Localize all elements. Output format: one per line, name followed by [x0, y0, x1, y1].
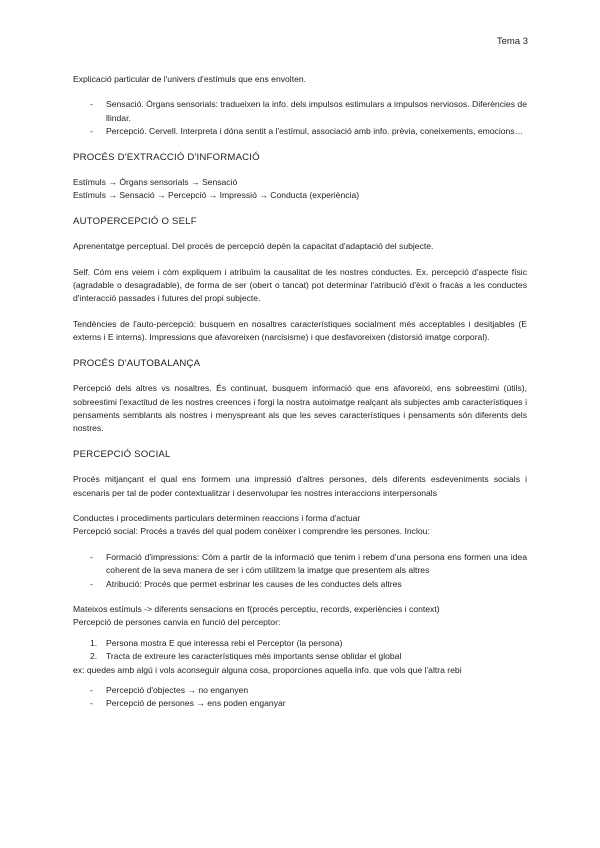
social-perception-list [73, 551, 527, 591]
list-item: - Percepció. Cervell. Interpreta i dóna sentit a l'estímul, associació amb info. prèvia, coneixements, emocions… [90, 126, 524, 137]
paragraph-line: Percepció social: Procés a través del qual podem conèixer i comprendre les persones. Inclou: [73, 526, 430, 537]
list-item: - Sensació. Òrgans sensorials: tradueixen la info. dels impulsos estimulars a impulsos nerviosos. Diferències de llindar. [90, 99, 527, 123]
list-item: 1. Persona mostra E que interessa rebi el Perceptor (la persona) [90, 637, 343, 648]
flow-line: Estímuls → Òrgans sensorials → Sensació [73, 177, 238, 188]
page-header-title: Tema 3 [496, 36, 528, 47]
paragraph: Procés mitjançant el qual ens formem una impressió d'altres persones, dels diferents esdeveniments socials i escenaris per tal de poder contextualitzar i desenvolupar les nostres interaccions interpersonals [73, 474, 527, 498]
perception-types-list [73, 684, 527, 711]
paragraph-line: Conductes i procediments particulars determinen reaccions i forma d'actuar [73, 512, 361, 523]
list-item: - Percepció de persones → ens poden enganyar [90, 698, 286, 709]
list-item: - Atribució: Procés que permet esbrinar les causes de les conductes dels altres [90, 578, 402, 589]
list-item: - Formació d'impressions: Cóm a partir de la informació que tenim i rebem d'una persona ens formen una idea coherent de la seva manera de ser i cóm utilitzem la imatge que presentem als altres [90, 551, 527, 576]
intro-paragraph: Explicació particular de l'univers d'estímuls que ens envolten. [73, 74, 307, 84]
section-heading: PERCEPCIÓ SOCIAL [73, 448, 171, 460]
numbered-list [73, 637, 527, 664]
intro-list [73, 98, 527, 138]
paragraph-line: Mateixos estímuls -> diferents sensacions en f(procés perceptiu, records, experiències i context) [73, 603, 440, 614]
document-body [73, 73, 527, 711]
paragraph: Aprenentatge perceptual. Del procés de percepció depèn la capacitat d'adaptació del subjecte. [73, 241, 434, 252]
list-item: - Percepció d'objectes → no enganyen [90, 685, 249, 695]
section-heading: AUTOPERCEPCIÓ O SELF [73, 215, 197, 227]
flow-line: Estímuls → Sensació → Percepció → Impressió → Conducta (experiència) [73, 190, 360, 201]
paragraph: Self. Cóm ens veiem i cóm expliquem i atribuïm la causalitat de les nostres conductes. Ex. percepció d'aspecte físic (agradable o desagradable), de forma de ser (obert o tancat) pot determinar l'atribució d'èxit o fracàs a les conductes d'interacció passades i futures del propi subjecte. [73, 266, 527, 304]
section-heading: PROCÉS D'EXTRACCIÓ D'INFORMACIÓ [73, 151, 260, 163]
paragraph: Percepció dels altres vs nosaltres. És continuat, busquem informació que ens afavoreixi, ens sobreestimi (útils), sobreestimi l'exactitud de les nostres creences i forgi la nostra autoimatge realçant als subjectes amb característiques i pensaments semblants als nostres i menyspreant als que les seves característiques i pensaments són diferents dels nostres. [73, 383, 527, 434]
list-item: 2. Tracta de extreure les característiques més importants sense oblidar el global [90, 651, 402, 662]
section-heading: PROCÉS D'AUTOBALANÇA [73, 357, 201, 369]
example-line: ex: quedes amb algú i vols aconseguir alguna cosa, proporciones aquella info. que vols que l'altra rebi [73, 664, 462, 675]
paragraph: Tendències de l'auto-percepció: busquem en nosaltres característiques socialment més acceptables i desitjables (E externs i E interns). Impressions que afavoreixen (narcisisme) i que desfavoreixen (distorsió imatge corporal). [73, 318, 527, 343]
paragraph-line: Percepció de persones canvia en funció del perceptor: [73, 617, 281, 628]
